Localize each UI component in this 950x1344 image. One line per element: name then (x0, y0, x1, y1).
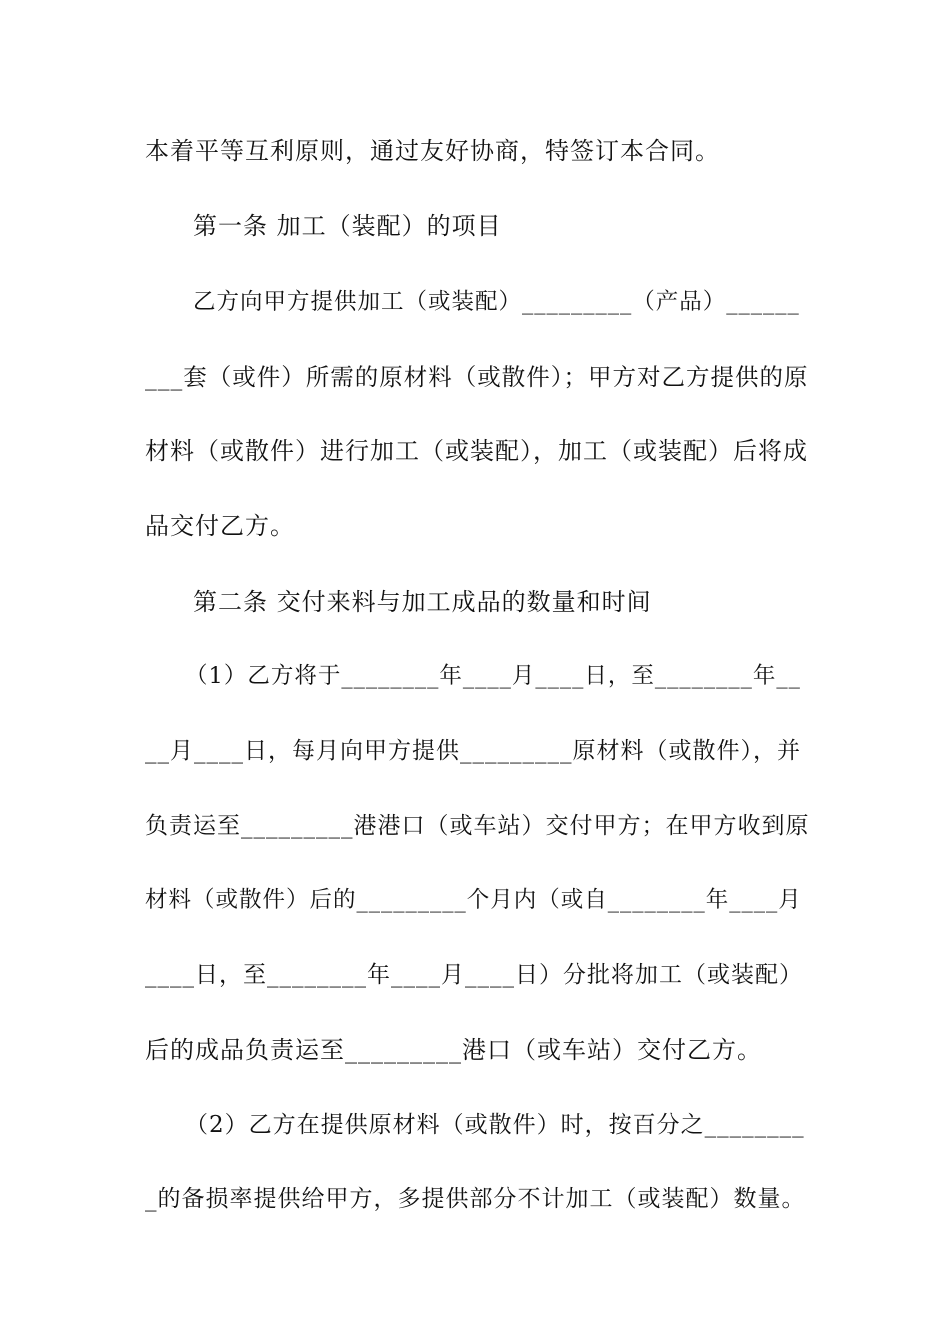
paragraph-line: 负责运至_________港港口（或车站）交付甲方；在甲方收到原 (145, 813, 810, 839)
paragraph-line: 材料（或散件）进行加工（或装配），加工（或装配）后将成 (145, 437, 808, 465)
paragraph-line: 品交付乙方。 (145, 512, 295, 540)
paragraph-line: 本着平等互利原则，通过友好协商，特签订本合同。 (145, 137, 720, 165)
paragraph-line: __月____日，每月向甲方提供_________原材料（或散件），并 (145, 738, 801, 764)
article-heading: 第二条 交付来料与加工成品的数量和时间 (193, 588, 652, 616)
paragraph-line: _的备损率提供给甲方，多提供部分不计加工（或装配）数量。 (145, 1186, 806, 1212)
paragraph-line: 后的成品负责运至_________港口（或车站）交付乙方。 (145, 1036, 762, 1064)
paragraph-line: 材料（或散件）后的_________个月内（或自________年____月 (145, 887, 802, 913)
paragraph-line: ___套（或件）所需的原材料（或散件）；甲方对乙方提供的原 (145, 363, 809, 391)
paragraph-line: （2）乙方在提供原材料（或散件）时，按百分之________ (185, 1112, 805, 1138)
paragraph-line: ____日，至________年____月____日）分批将加工（或装配） (145, 962, 803, 988)
article-heading: 第一条 加工（装配）的项目 (193, 212, 502, 240)
paragraph-line: 乙方向甲方提供加工（或装配）_________（产品）______ (193, 289, 800, 315)
paragraph-line: （1）乙方将于________年____月____日，至________年__ (185, 663, 801, 689)
